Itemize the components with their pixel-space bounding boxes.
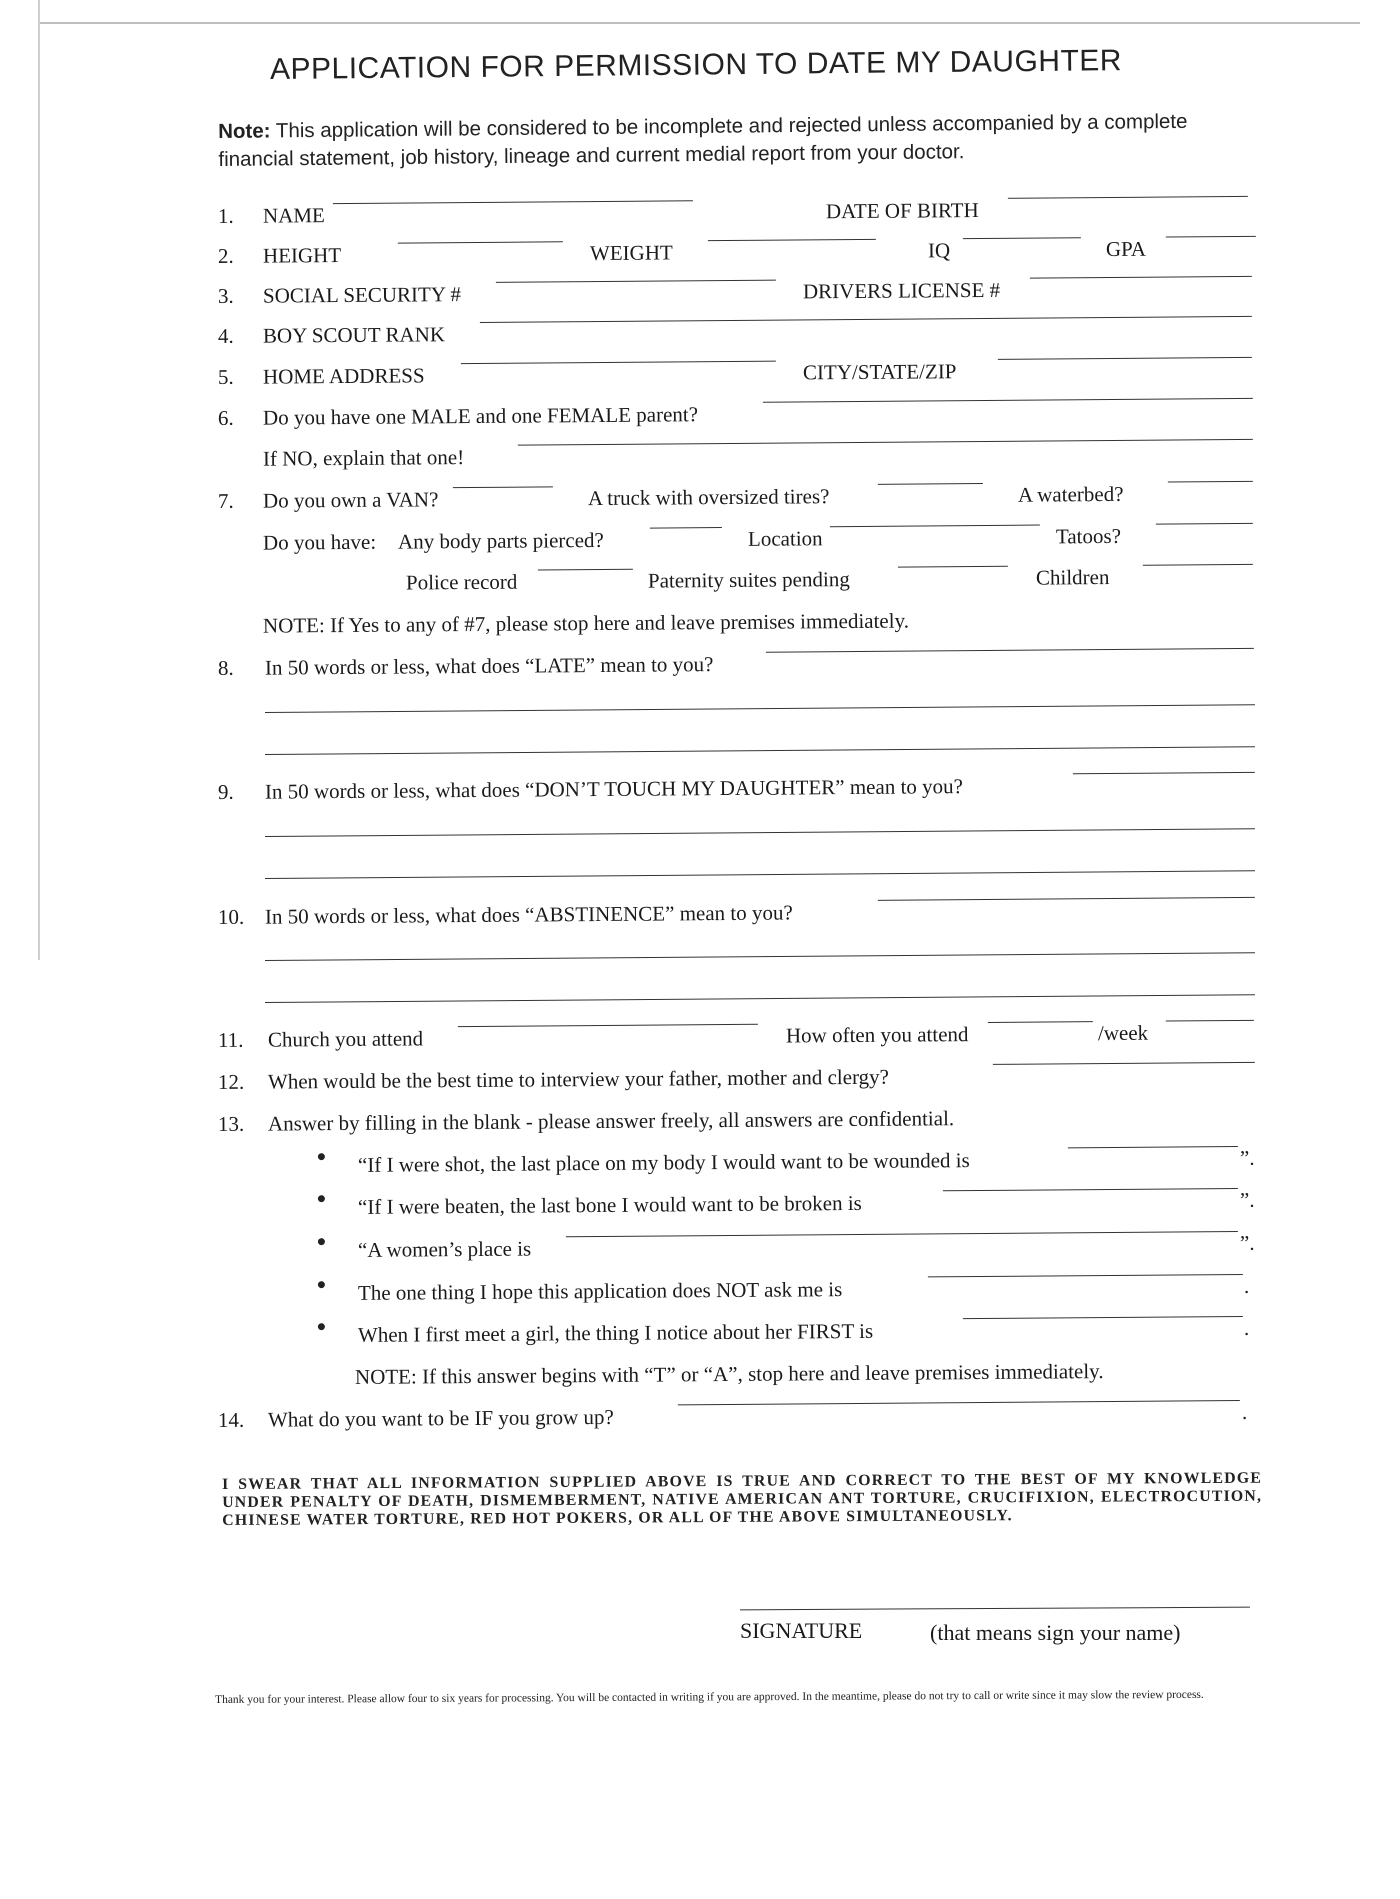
item-6-explain bbox=[218, 439, 1258, 477]
item-number: 8. bbox=[217, 655, 234, 680]
item-number: 4. bbox=[217, 323, 234, 348]
signature-field[interactable] bbox=[740, 1607, 1250, 1611]
gpa-label: GPA bbox=[1105, 236, 1147, 262]
dob-field[interactable] bbox=[1008, 196, 1248, 199]
attend-field[interactable] bbox=[988, 1021, 1093, 1023]
oath-statement: I SWEAR THAT ALL INFORMATION SUPPLIED ABOVE IS TRUE AND CORRECT TO THE BEST OF MY KNOWLEDGE UNDER PENALTY OF DEATH, DISMEMBERMENT, NATIVE AMERICAN ANT TORTURE, CRUCIFIXION, ELECTROCUTION, CHINESE WATER TORTURE, RED HOT POKERS, OR ALL OF THE ABOVE SIMULTANEOUSLY. bbox=[222, 1469, 1263, 1529]
item-number: 10. bbox=[217, 904, 245, 929]
dont-touch-answer-line-2[interactable] bbox=[265, 828, 1255, 837]
church-field[interactable] bbox=[458, 1024, 758, 1027]
have-label: Do you have: bbox=[262, 529, 377, 555]
form-title: APPLICATION FOR PERMISSION TO DATE MY DAUGHTER bbox=[269, 44, 1123, 87]
bullet-icon bbox=[318, 1323, 325, 1330]
item-13-note bbox=[218, 1358, 1258, 1396]
paternity-field[interactable] bbox=[898, 566, 1008, 568]
abstinence-answer-line-3[interactable] bbox=[265, 994, 1255, 1003]
item-number: 6. bbox=[217, 405, 234, 430]
late-answer-line-2[interactable] bbox=[265, 704, 1255, 713]
truck-field[interactable] bbox=[878, 483, 983, 485]
fill-in-end-2: ”. bbox=[1239, 1187, 1255, 1212]
iq-label: IQ bbox=[927, 238, 951, 263]
address-field[interactable] bbox=[461, 361, 776, 364]
item-12 bbox=[218, 1062, 1258, 1100]
item-number: 1. bbox=[217, 203, 234, 228]
scan-edge-left bbox=[38, 0, 40, 960]
item-10 bbox=[218, 897, 1258, 935]
late-question: In 50 words or less, what does “LATE” mean to you? bbox=[264, 652, 714, 680]
church-label: Church you attend bbox=[267, 1026, 424, 1052]
item-13-note-text: NOTE: If this answer begins with “T” or “A”, stop here and leave premises immediately. bbox=[354, 1359, 1104, 1389]
attend-label: How often you attend bbox=[785, 1022, 969, 1048]
item-5 bbox=[218, 357, 1258, 395]
weight-field[interactable] bbox=[708, 239, 876, 241]
dont-touch-field[interactable] bbox=[1073, 772, 1255, 774]
iq-field[interactable] bbox=[963, 237, 1081, 239]
item-7-note-text: NOTE: If Yes to any of #7, please stop here and leave premises immediately. bbox=[262, 608, 910, 638]
gpa-field[interactable] bbox=[1166, 236, 1256, 238]
item-number: 7. bbox=[217, 488, 234, 513]
fill-in-field-3[interactable] bbox=[566, 1231, 1238, 1237]
height-field[interactable] bbox=[398, 241, 563, 243]
fill-in-item-3 bbox=[218, 1231, 1258, 1269]
police-label: Police record bbox=[405, 569, 518, 595]
item-number: 13. bbox=[217, 1111, 245, 1136]
fill-in-instructions: Answer by filling in the blank - please answer freely, all answers are confidential. bbox=[267, 1106, 955, 1136]
item-number: 2. bbox=[217, 243, 234, 268]
fill-in-end-3: ”. bbox=[1239, 1230, 1255, 1255]
late-answer-line-3[interactable] bbox=[265, 746, 1255, 755]
address-label: HOME ADDRESS bbox=[262, 363, 425, 389]
name-field[interactable] bbox=[333, 200, 693, 204]
item-7 bbox=[218, 481, 1258, 519]
item-7-record bbox=[218, 564, 1258, 602]
item-number: 11. bbox=[217, 1027, 244, 1052]
item-14 bbox=[218, 1400, 1258, 1438]
grow-up-question: What do you want to be IF you grow up? bbox=[267, 1404, 614, 1432]
bullet-icon bbox=[318, 1195, 325, 1202]
tattoos-field[interactable] bbox=[1156, 523, 1253, 525]
item-number: 14. bbox=[217, 1407, 245, 1432]
fill-in-text-2: “If I were beaten, the last bone I would want to be broken is bbox=[357, 1190, 862, 1219]
item-number: 9. bbox=[217, 779, 234, 804]
fill-in-end-1: ”. bbox=[1239, 1145, 1255, 1170]
tattoos-question: Tatoos? bbox=[1055, 523, 1122, 549]
location-field[interactable] bbox=[830, 525, 1040, 528]
scan-edge-top bbox=[40, 22, 1360, 24]
item-number: 3. bbox=[217, 283, 234, 308]
footer-note: Thank you for your interest. Please allow four to six years for processing. You will be contacted in writing if you are approved. In the meantime, please do not try to call or write since it may slow the review process. bbox=[215, 1688, 1204, 1706]
item-9 bbox=[218, 772, 1258, 810]
per-week-label: /week bbox=[1097, 1020, 1149, 1046]
fill-in-field-2[interactable] bbox=[943, 1188, 1238, 1191]
item-7-have bbox=[218, 523, 1258, 561]
van-question: Do you own a VAN? bbox=[262, 487, 439, 513]
pierced-question: Any body parts pierced? bbox=[397, 527, 604, 554]
late-field[interactable] bbox=[766, 648, 1254, 653]
item-13 bbox=[218, 1104, 1258, 1142]
per-week-field[interactable] bbox=[1166, 1020, 1254, 1022]
item-4 bbox=[218, 316, 1258, 354]
bullet-icon bbox=[318, 1153, 325, 1160]
item-6 bbox=[218, 398, 1258, 436]
city-field[interactable] bbox=[998, 357, 1252, 360]
van-field[interactable] bbox=[453, 486, 553, 488]
city-label: CITY/STATE/ZIP bbox=[802, 359, 957, 385]
waterbed-field[interactable] bbox=[1168, 481, 1253, 483]
item-3 bbox=[218, 276, 1258, 314]
fill-in-field-4[interactable] bbox=[928, 1274, 1243, 1277]
truck-question: A truck with oversized tires? bbox=[587, 484, 830, 511]
fill-in-field-1[interactable] bbox=[1068, 1146, 1238, 1148]
police-field[interactable] bbox=[538, 569, 633, 571]
item-11 bbox=[218, 1020, 1258, 1058]
explain-field[interactable] bbox=[518, 439, 1253, 446]
height-label: HEIGHT bbox=[262, 243, 342, 268]
fill-in-text-1: “If I were shot, the last place on my body I would want to be wounded is bbox=[357, 1148, 970, 1177]
license-label: DRIVERS LICENSE # bbox=[802, 277, 1001, 304]
abstinence-question: In 50 words or less, what does “ABSTINENCE” mean to you? bbox=[264, 900, 793, 929]
item-number: 5. bbox=[217, 364, 234, 389]
fill-in-item-4 bbox=[218, 1274, 1258, 1312]
ssn-label: SOCIAL SECURITY # bbox=[262, 282, 462, 308]
interview-question: When would be the best time to interview your father, mother and clergy? bbox=[267, 1064, 890, 1094]
abstinence-field[interactable] bbox=[878, 897, 1255, 901]
item-7-note bbox=[218, 606, 1258, 644]
abstinence-answer-line-2[interactable] bbox=[265, 952, 1255, 961]
fill-in-text-3: “A women’s place is bbox=[357, 1236, 532, 1262]
fill-in-item-2 bbox=[218, 1188, 1258, 1226]
scout-rank-label: BOY SCOUT RANK bbox=[262, 322, 446, 348]
scout-rank-field[interactable] bbox=[480, 316, 1252, 323]
parents-field[interactable] bbox=[763, 398, 1253, 403]
note-label: Note: bbox=[218, 119, 271, 143]
interview-field[interactable] bbox=[993, 1062, 1255, 1065]
fill-in-item-1 bbox=[218, 1146, 1258, 1184]
weight-label: WEIGHT bbox=[589, 240, 673, 266]
fill-in-end-5: . bbox=[1243, 1315, 1250, 1340]
children-field[interactable] bbox=[1143, 564, 1253, 566]
ssn-field[interactable] bbox=[496, 280, 776, 283]
fill-in-field-5[interactable] bbox=[963, 1316, 1243, 1319]
parents-question: Do you have one MALE and one FEMALE parent? bbox=[262, 402, 699, 430]
location-label: Location bbox=[747, 526, 823, 551]
dont-touch-answer-line-3[interactable] bbox=[265, 870, 1255, 879]
grow-up-end: . bbox=[1241, 1399, 1248, 1424]
dont-touch-question: In 50 words or less, what does “DON’T TOUCH MY DAUGHTER” mean to you? bbox=[264, 774, 964, 804]
signature-label: SIGNATURE bbox=[740, 1618, 863, 1643]
fill-in-item-5 bbox=[218, 1316, 1258, 1354]
item-2 bbox=[218, 236, 1258, 274]
intro-note bbox=[218, 107, 1259, 174]
bullet-icon bbox=[318, 1281, 325, 1288]
item-1 bbox=[218, 196, 1258, 234]
bullet-icon bbox=[318, 1238, 325, 1245]
fill-in-text-4: The one thing I hope this application does NOT ask me is bbox=[357, 1277, 843, 1305]
item-8 bbox=[218, 648, 1258, 686]
name-label: NAME bbox=[262, 203, 325, 228]
explain-label: If NO, explain that one! bbox=[262, 445, 465, 471]
children-label: Children bbox=[1035, 564, 1110, 590]
pierced-field[interactable] bbox=[650, 527, 722, 529]
waterbed-question: A waterbed? bbox=[1017, 481, 1124, 507]
dob-label: DATE OF BIRTH bbox=[825, 198, 979, 224]
fill-in-text-5: When I first meet a girl, the thing I notice about her FIRST is bbox=[357, 1318, 874, 1347]
paternity-label: Paternity suites pending bbox=[647, 567, 850, 593]
fill-in-end-4: . bbox=[1243, 1273, 1250, 1298]
note-text: This application will be considered to be incomplete and rejected unless accompanied by a complete financial statement, job history, lineage and current medial report from your doctor. bbox=[218, 109, 1188, 171]
grow-up-field[interactable] bbox=[678, 1400, 1240, 1405]
signature-hint: (that means sign your name) bbox=[930, 1620, 1181, 1645]
item-number: 12. bbox=[217, 1069, 245, 1094]
license-field[interactable] bbox=[1030, 276, 1252, 279]
